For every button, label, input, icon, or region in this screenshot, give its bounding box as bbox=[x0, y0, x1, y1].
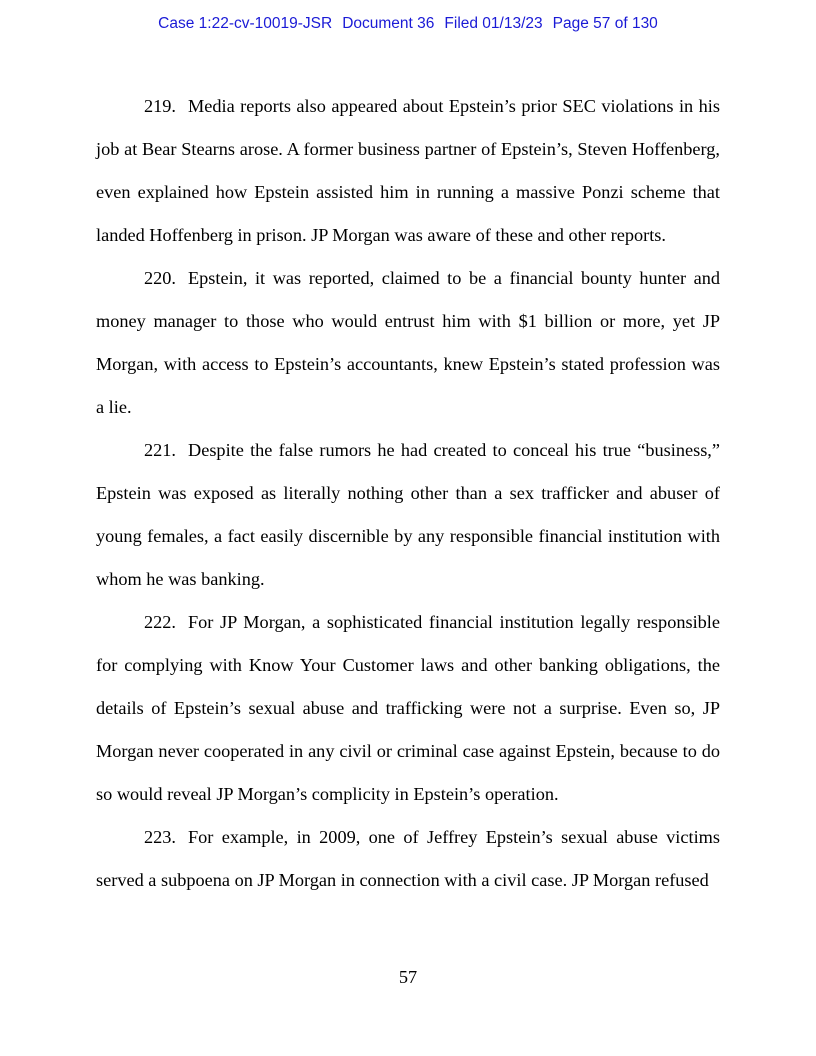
page-number: 57 bbox=[398, 967, 418, 987]
paragraph-number: 219. bbox=[144, 96, 176, 116]
paragraph-text: Media reports also appeared about Epstein’s prior SEC violations in his job at Bear Stearns arose. A former business partner of Epstein’s, Steven Hoffenberg, even explained how Epstein assisted him in running a massive Ponzi scheme that landed Hoffenberg in prison. JP Morgan was aware of these and other reports. bbox=[96, 96, 720, 245]
paragraph-223 bbox=[96, 816, 720, 902]
paragraph-text: For example, in 2009, one of Jeffrey Epstein’s sexual abuse victims served a subpoena on JP Morgan in connection with a civil case. JP Morgan refused bbox=[96, 827, 720, 890]
paragraph-number: 222. bbox=[144, 612, 176, 632]
paragraph-219 bbox=[96, 85, 720, 257]
paragraph-222 bbox=[96, 601, 720, 816]
document-number: Document 36 bbox=[342, 15, 435, 32]
page-count: Page 57 of 130 bbox=[552, 15, 658, 32]
filed-date: Filed 01/13/23 bbox=[444, 15, 543, 32]
case-number: Case 1:22-cv-10019-JSR bbox=[158, 15, 333, 32]
case-header bbox=[0, 14, 816, 34]
paragraph-number: 223. bbox=[144, 827, 176, 847]
paragraph-221 bbox=[96, 429, 720, 601]
paragraph-220 bbox=[96, 257, 720, 429]
paragraph-number: 221. bbox=[144, 440, 176, 460]
document-body bbox=[96, 85, 720, 902]
paragraph-text: Epstein, it was reported, claimed to be a financial bounty hunter and money manager to those who would entrust him with $1 billion or more, yet JP Morgan, with access to Epstein’s accountants, knew Epstein’s stated profession was a lie. bbox=[96, 268, 720, 417]
paragraph-number: 220. bbox=[144, 268, 176, 288]
paragraph-text: Despite the false rumors he had created to conceal his true “business,” Epstein was exposed as literally nothing other than a sex trafficker and abuser of young females, a fact easily discernible by any responsible financial institution with whom he was banking. bbox=[96, 440, 720, 589]
paragraph-text: For JP Morgan, a sophisticated financial institution legally responsible for complying with Know Your Customer laws and other banking obligations, the details of Epstein’s sexual abuse and trafficking were not a surprise. Even so, JP Morgan never cooperated in any civil or criminal case against Epstein, because to do so would reveal JP Morgan’s complicity in Epstein’s operation. bbox=[96, 612, 720, 804]
